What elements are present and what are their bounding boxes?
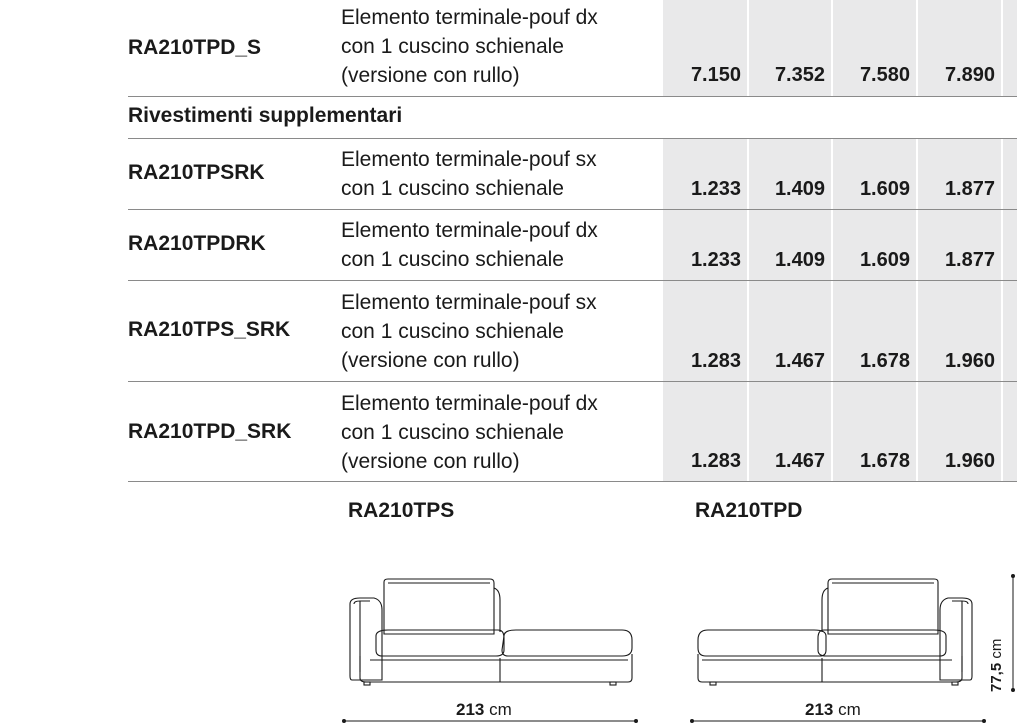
row-rule [128, 209, 1017, 210]
row-rule [128, 481, 1017, 482]
price: 1.609 [859, 249, 910, 271]
price: 1.960 [944, 350, 995, 372]
product-code: RA210TPDRK [128, 232, 266, 255]
section-title: Rivestimenti supplementari [128, 104, 403, 127]
row-rule [128, 381, 1017, 382]
price: 7.580 [859, 64, 910, 86]
row-rule [128, 96, 1017, 97]
product-code: RA210TPS_SRK [128, 318, 291, 341]
product-code: RA210TPD_SRK [128, 420, 292, 443]
row-rule [128, 280, 1017, 281]
price: 1.409 [774, 249, 825, 271]
price: 1.283 [690, 450, 741, 472]
product-description: Elemento terminale-pouf dx con 1 cuscino schienale (versione con rullo) [341, 6, 598, 87]
row-rule [128, 138, 1017, 139]
product-description: Elemento terminale-pouf sx con 1 cuscino schienale [341, 148, 597, 200]
width-dimension-line-left [340, 716, 640, 726]
price-col-separator [747, 0, 749, 481]
price: 1.467 [774, 450, 825, 472]
price: 1.233 [690, 178, 741, 200]
price: 1.467 [774, 350, 825, 372]
price-col-separator [831, 0, 833, 481]
product-description: Elemento terminale-pouf sx con 1 cuscino schienale (versione con rullo) [341, 291, 597, 372]
price: 1.678 [859, 350, 910, 372]
drawing-label-right: RA210TPD [695, 499, 803, 522]
product-code: RA210TPD_S [128, 36, 262, 59]
height-dimension-line [1008, 572, 1017, 694]
width-dimension-line-right [688, 716, 988, 726]
price: 7.890 [944, 64, 995, 86]
price: 1.233 [690, 249, 741, 271]
price: 1.877 [944, 178, 995, 200]
price: 7.150 [690, 64, 741, 86]
sofa-left-drawing [340, 570, 640, 690]
section-gap [663, 96, 1017, 139]
price-col-separator [1001, 0, 1003, 481]
price: 1.409 [774, 178, 825, 200]
price: 1.609 [859, 178, 910, 200]
drawing-label-left: RA210TPS [348, 499, 455, 522]
price: 1.283 [690, 350, 741, 372]
price: 7.352 [774, 64, 825, 86]
price-col-separator [916, 0, 918, 481]
price: 1.960 [944, 450, 995, 472]
product-description: Elemento terminale-pouf dx con 1 cuscino schienale [341, 219, 598, 271]
price: 1.678 [859, 450, 910, 472]
product-description: Elemento terminale-pouf dx con 1 cuscino schienale (versione con rullo) [341, 392, 598, 473]
height-dimension: 77,5 cm [988, 638, 1005, 692]
price: 1.877 [944, 249, 995, 271]
width-dimension-right: 213 cm [805, 700, 861, 719]
sofa-right-drawing [690, 570, 990, 690]
width-dimension-left: 213 cm [456, 700, 512, 719]
product-code: RA210TPSRK [128, 161, 265, 184]
